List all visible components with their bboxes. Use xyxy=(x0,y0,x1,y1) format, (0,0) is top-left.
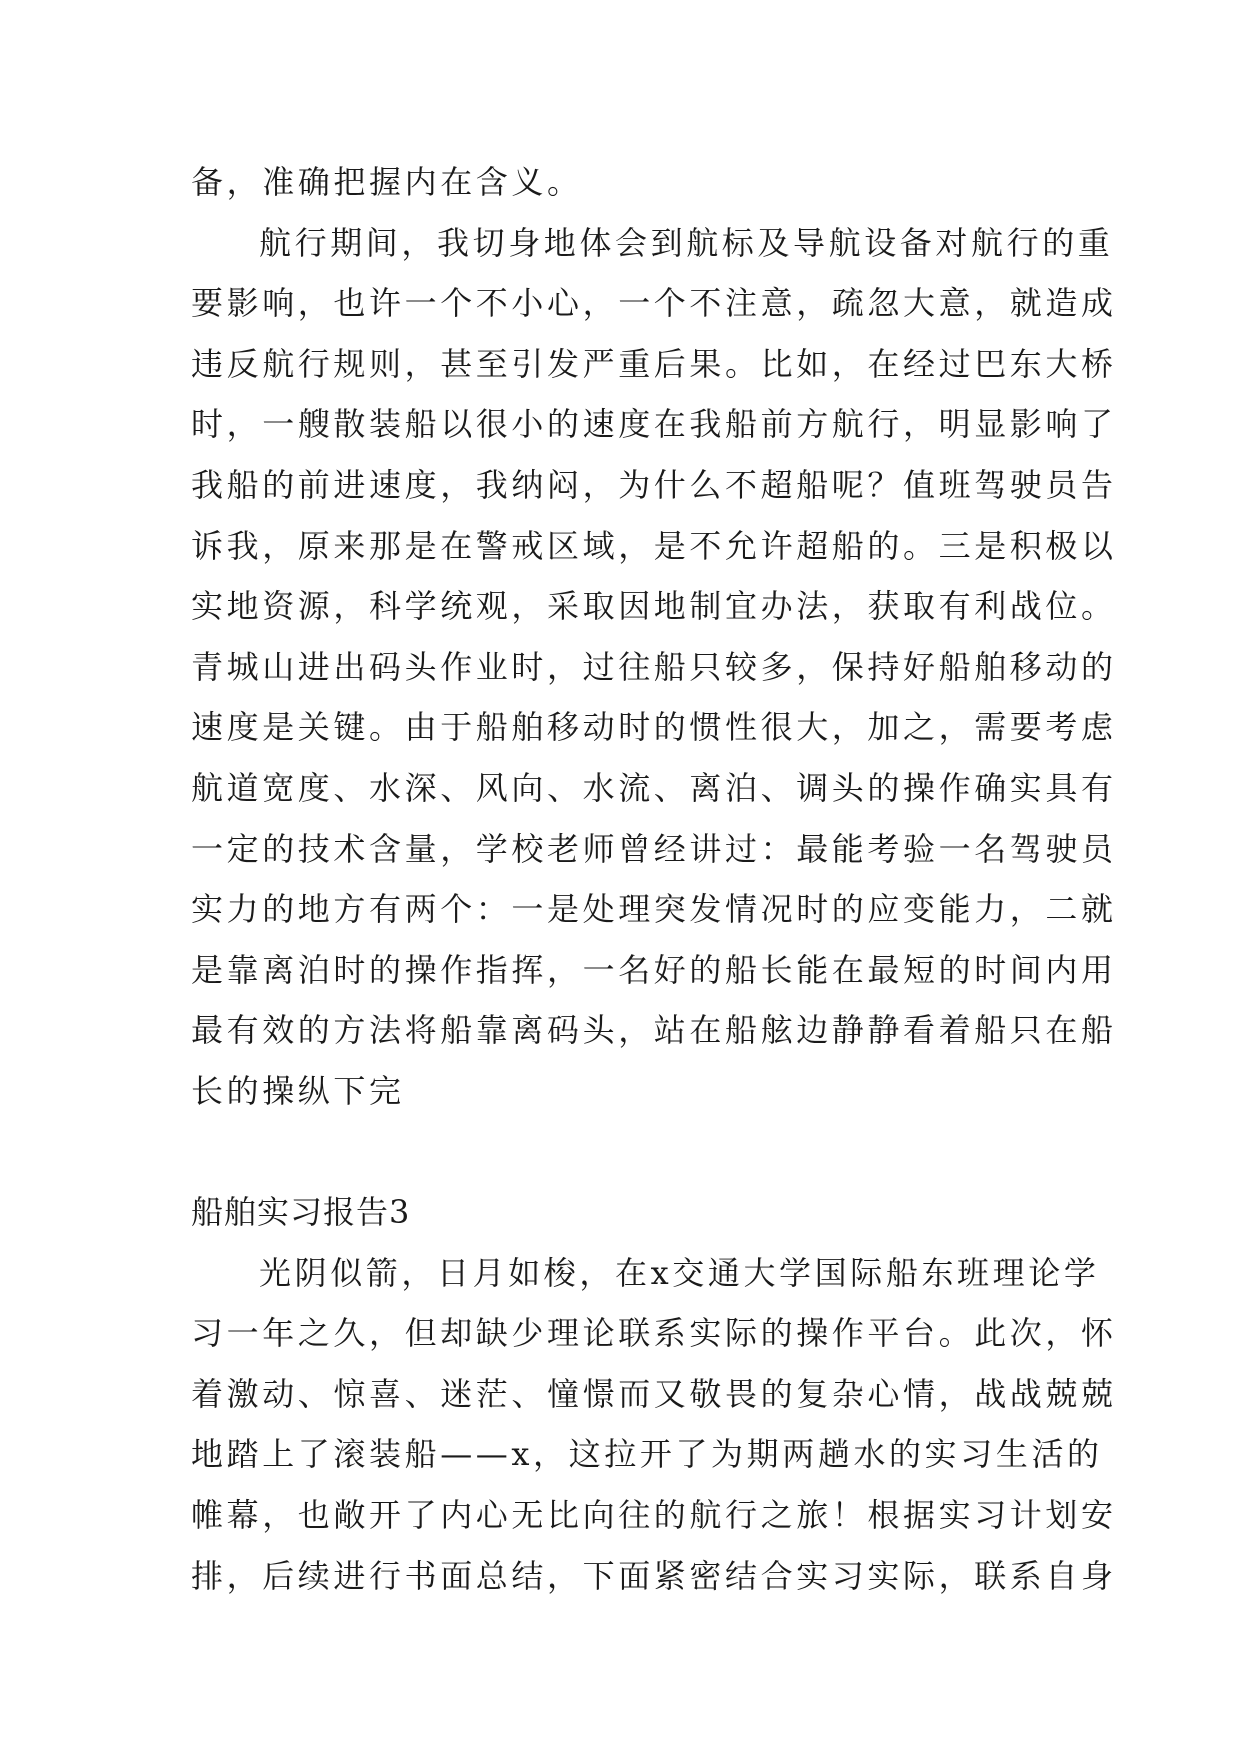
section-heading: 船舶实习报告3 xyxy=(191,1193,411,1232)
paragraph-line: 诉我，原来那是在警戒区域，是不允许超船的。三是积极以 xyxy=(191,526,1117,565)
paragraph-line: 时，一艘散装船以很小的速度在我船前方航行，明显影响了 xyxy=(191,405,1117,444)
paragraph-line: 一定的技术含量，学校老师曾经讲过：最能考验一名驾驶员 xyxy=(191,829,1117,868)
paragraph-line: 习一年之久，但却缺少理论联系实际的操作平台。此次，怀 xyxy=(191,1314,1117,1353)
paragraph-line: 地踏上了滚装船——x，这拉开了为期两趟水的实习生活的 xyxy=(191,1435,1103,1474)
document-body xyxy=(191,152,1117,1606)
paragraph-line: 排，后续进行书面总结，下面紧密结合实习实际，联系自身 xyxy=(191,1556,1117,1595)
section-spacer xyxy=(191,1122,1061,1183)
paragraph-line: 光阴似箭，日月如梭，在x交通大学国际船东班理论学 xyxy=(259,1253,1100,1292)
paragraph-line: 违反航行规则，甚至引发严重后果。比如，在经过巴东大桥 xyxy=(191,344,1117,383)
paragraph-line: 长的操纵下完 xyxy=(191,1071,405,1110)
paragraph-line: 备，准确把握内在含义。 xyxy=(191,163,583,201)
paragraph-line: 最有效的方法将船靠离码头，站在船舷边静静看着船只在船 xyxy=(191,1011,1117,1050)
paragraph-line: 帷幕，也敞开了内心无比向往的航行之旅！根据实习计划安 xyxy=(191,1496,1117,1535)
paragraph-line: 实力的地方有两个：一是处理突发情况时的应变能力，二就 xyxy=(191,890,1117,929)
paragraph-line: 是靠离泊时的操作指挥，一名好的船长能在最短的时间内用 xyxy=(191,950,1117,989)
paragraph-line: 实地资源，科学统观，采取因地制宜办法，获取有利战位。 xyxy=(191,587,1117,626)
paragraph-line: 航行期间，我切身地体会到航标及导航设备对航行的重 xyxy=(259,223,1114,262)
paragraph-line: 着激动、惊喜、迷茫、憧憬而又敬畏的复杂心情，战战兢兢 xyxy=(191,1374,1117,1413)
paragraph-line: 我船的前进速度，我纳闷，为什么不超船呢？值班驾驶员告 xyxy=(191,465,1117,504)
paragraph-line: 速度是关键。由于船舶移动时的惯性很大，加之，需要考虑 xyxy=(191,708,1117,747)
paragraph-line: 青城山进出码头作业时，过往船只较多，保持好船舶移动的 xyxy=(191,647,1117,686)
paragraph-line: 航道宽度、水深、风向、水流、离泊、调头的操作确实具有 xyxy=(191,768,1117,807)
paragraph-line: 要影响，也许一个不小心，一个不注意，疏忽大意，就造成 xyxy=(191,284,1117,323)
